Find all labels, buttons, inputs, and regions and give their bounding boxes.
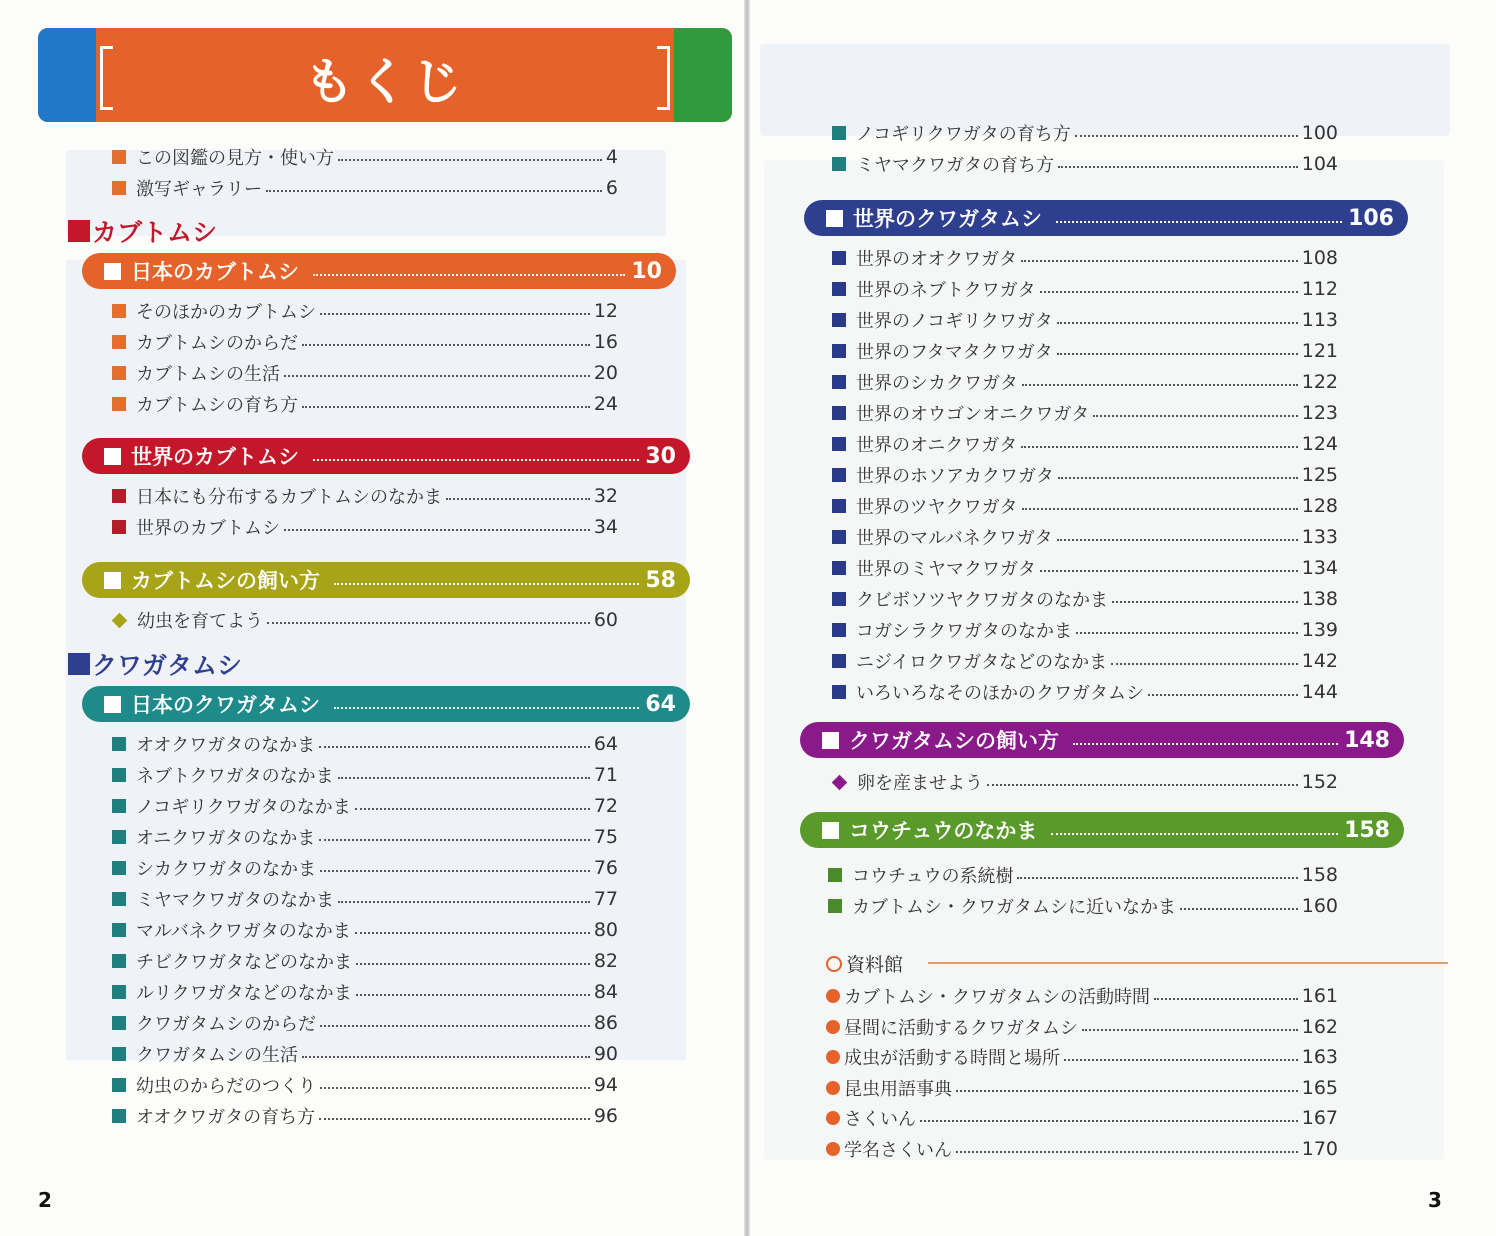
toc-entry[interactable] [832,399,1338,427]
section-label: コウチュウのなかま [849,819,1038,843]
square-bullet-icon [112,397,126,411]
toc-entry-label: 世界のフタマタクワガタ [856,342,1053,363]
dot-leader [1058,166,1298,168]
toc-entry[interactable] [826,1043,1338,1071]
dot-leader [1148,694,1298,696]
toc-entry-label: カブトムシのからだ [136,333,298,354]
toc-entry[interactable] [112,482,618,510]
toc-entry-page: 134 [1301,557,1338,579]
toc-entry-page: 113 [1301,309,1338,331]
dot-leader [1180,908,1298,910]
square-bullet-icon [112,985,126,999]
dot-leader [1021,260,1298,262]
square-bullet-icon [112,366,126,380]
toc-entry-page: 12 [593,300,618,322]
toc-entry-label: 日本にも分布するカブトムシのなかま [136,487,442,508]
section-bar[interactable] [82,253,676,289]
toc-entry-label: 激写ギャラリー [136,179,262,200]
section-page: 158 [1344,817,1390,843]
dot-leader [1075,135,1298,137]
toc-entry-page: 80 [593,919,618,941]
toc-entry[interactable] [112,1040,618,1068]
dot-leader [320,870,590,872]
toc-entry-page: 152 [1301,771,1338,793]
category-heading-label: クワガタムシ [92,651,243,680]
dot-leader [956,1090,1298,1092]
toc-entry[interactable] [112,297,618,325]
square-icon [68,220,90,242]
toc-entry-label: 世界のシカクワガタ [856,373,1018,394]
toc-entry-page: 138 [1301,588,1338,610]
toc-entry-label: クワガタムシの生活 [136,1045,298,1066]
toc-entry-label: 幼虫のからだのつくり [136,1076,316,1097]
diamond-bullet-icon [112,612,128,628]
toc-entry[interactable] [112,1102,618,1130]
dot-leader [1022,508,1298,510]
square-bullet-icon [112,489,126,503]
toc-entry-label: 世界のツヤクワガタ [856,497,1018,518]
square-bullet-icon [112,520,126,534]
toc-entry[interactable] [112,606,618,634]
white-square-icon [822,822,839,839]
dot-leader [334,707,639,709]
toc-entry-page: 96 [593,1105,618,1127]
toc-entry-label: カブトムシの育ち方 [136,395,298,416]
white-square-icon [104,263,121,280]
section-page: 30 [645,443,676,469]
square-bullet-icon [832,313,846,327]
dot-leader [302,406,590,408]
shiryo-heading-label: 資料館 [846,954,904,976]
dot-leader [319,1118,590,1120]
toc-entry-page: 75 [593,826,618,848]
title-banner [38,28,732,122]
dot-leader [334,583,639,585]
toc-entry-page: 32 [593,485,618,507]
toc-entry-page: 160 [1301,895,1338,917]
toc-entry-page: 165 [1301,1076,1338,1099]
dot-leader [1064,1059,1298,1061]
dot-leader [313,459,639,461]
dot-bullet-icon [826,1142,840,1156]
dot-leader [1017,877,1297,879]
toc-entry-label: ミヤマクワガタの育ち方 [856,155,1054,176]
toc-entry[interactable] [112,854,618,882]
toc-entry-page: 100 [1301,122,1338,144]
toc-entry-label: チビクワガタなどのなかま [136,952,352,973]
square-bullet-icon [112,737,126,751]
dot-leader [355,932,590,934]
white-square-icon [104,448,121,465]
square-bullet-icon [832,530,846,544]
section-page: 106 [1348,205,1394,231]
page-title: もくじ [304,53,466,111]
toc-entry-page: 122 [1301,371,1338,393]
dot-leader [1021,446,1297,448]
toc-entry-label: 世界のマルバネクワガタ [856,528,1053,549]
toc-entry[interactable] [112,730,618,758]
toc-entry[interactable] [112,761,618,789]
toc-entry[interactable] [832,275,1338,303]
toc-entry-label: 卵を産ませよう [857,773,983,794]
square-bullet-icon [832,282,846,296]
toc-entry-page: 112 [1301,278,1338,300]
dot-leader [1057,353,1298,355]
page-number-left: 2 [38,1188,52,1212]
toc-entry-page: 86 [593,1012,618,1034]
page-number-right: 3 [1428,1188,1442,1212]
dot-leader [1022,384,1298,386]
toc-entry-page: 24 [593,393,618,415]
toc-entry-label: 世界のホソアカクワガタ [856,466,1054,487]
toc-entry[interactable] [112,916,618,944]
toc-entry[interactable] [826,1104,1338,1132]
square-bullet-icon [112,923,126,937]
toc-entry-page: 84 [593,981,618,1003]
square-bullet-icon [112,335,126,349]
toc-entry-label: ニジイロクワガタなどのなかま [856,652,1108,673]
dot-leader [338,901,590,903]
section-page: 148 [1344,727,1390,753]
dot-leader [320,1025,590,1027]
toc-entry[interactable] [826,982,1338,1010]
toc-entry[interactable] [826,1135,1338,1163]
toc-entry-label: シカクワガタのなかま [136,859,316,880]
toc-entry-page: 158 [1301,864,1338,886]
dot-leader [284,375,590,377]
square-bullet-icon [112,954,126,968]
toc-entry[interactable] [832,585,1338,613]
toc-entry-page: 76 [593,857,618,879]
toc-entry-page: 144 [1301,681,1338,703]
book-gutter [744,0,750,1236]
square-bullet-icon [832,406,846,420]
dot-leader [338,777,590,779]
toc-entry-page: 20 [593,362,618,384]
dot-leader [1112,601,1298,603]
toc-entry[interactable] [112,143,618,171]
toc-entry-label: 昼間に活動するクワガタムシ [844,1017,1078,1039]
toc-entry-page: 108 [1301,247,1338,269]
dot-leader [356,963,590,965]
dot-leader [355,808,590,810]
square-bullet-icon [832,499,846,513]
section-bar[interactable] [804,200,1408,236]
dot-leader [319,839,590,841]
toc-entry[interactable] [112,328,618,356]
toc-entry[interactable] [832,492,1338,520]
toc-entry-page: 133 [1301,526,1338,548]
dot-leader [1111,663,1298,665]
toc-entry-label: この図鑑の見方・使い方 [136,148,334,169]
dot-leader [313,274,625,276]
square-bullet-icon [832,126,846,140]
toc-entry-label: そのほかのカブトムシ [136,302,316,323]
toc-entry-page: 82 [593,950,618,972]
toc-entry-label: コガシラクワガタのなかま [856,621,1072,642]
section-bar[interactable] [800,812,1404,848]
toc-entry-page: 77 [593,888,618,910]
toc-entry-label: ネブトクワガタのなかま [136,766,334,787]
square-bullet-icon [828,868,842,882]
white-square-icon [104,696,121,713]
square-bullet-icon [112,830,126,844]
dot-leader [1056,221,1342,223]
toc-entry[interactable] [112,174,618,202]
section-bar[interactable] [82,562,690,598]
square-bullet-icon [112,1109,126,1123]
dot-leader [1040,570,1298,572]
dot-leader [1040,291,1298,293]
toc-entry[interactable] [832,768,1338,796]
dot-leader [267,622,590,624]
toc-entry-page: 64 [593,733,618,755]
section-label: クワガタムシの飼い方 [849,729,1059,753]
square-bullet-icon [832,375,846,389]
toc-entry-label: 成虫が活動する時間と場所 [844,1048,1060,1070]
toc-entry[interactable] [832,244,1338,272]
toc-entry-page: 161 [1301,985,1338,1007]
square-bullet-icon [832,344,846,358]
white-square-icon [822,732,839,749]
toc-entry-page: 104 [1301,153,1338,175]
category-heading-label: カブトムシ [92,218,218,247]
square-bullet-icon [832,654,846,668]
dot-leader [920,1120,1298,1122]
section-label: 日本のカブトムシ [131,260,299,284]
square-bullet-icon [112,768,126,782]
section-bar[interactable] [82,686,690,722]
square-bullet-icon [832,468,846,482]
shiryo-heading [826,950,903,977]
toc-entry[interactable] [112,513,618,541]
dot-leader [987,784,1298,786]
toc-entry-page: 125 [1301,464,1338,486]
toc-entry-page: 162 [1301,1015,1338,1038]
toc-entry-page: 128 [1301,495,1338,517]
dot-leader [284,529,590,531]
toc-entry-page: 142 [1301,650,1338,672]
dot-leader [302,1056,590,1058]
toc-entry[interactable] [828,892,1338,920]
toc-entry[interactable] [832,119,1338,147]
section-page: 64 [645,691,676,717]
dot-bullet-icon [826,1050,840,1064]
section-bar[interactable] [800,722,1404,758]
toc-entry[interactable] [832,306,1338,334]
toc-entry-label: 世界のオオクワガタ [856,249,1018,270]
section-page: 10 [631,258,662,284]
toc-entry-page: 34 [593,516,618,538]
toc-entry[interactable] [112,885,618,913]
toc-entry[interactable] [826,1074,1338,1102]
toc-entry-label: 世界のオウゴンオニクワガタ [856,404,1090,425]
toc-entry-page: 167 [1301,1107,1338,1130]
dot-leader [266,190,602,192]
shiryo-divider [928,962,1448,964]
toc-entry-label: マルバネクワガタのなかま [136,921,351,942]
square-bullet-icon [112,892,126,906]
toc-entry-label: カブトムシの生活 [136,364,280,385]
toc-entry-label: クビボソツヤクワガタのなかま [856,590,1108,611]
toc-entry[interactable] [112,823,618,851]
square-bullet-icon [832,157,846,171]
square-bullet-icon [832,437,846,451]
dot-leader [1057,539,1298,541]
square-icon [68,653,90,675]
toc-entry-label: コウチュウの系統樹 [852,866,1014,887]
toc-entry[interactable] [832,337,1338,365]
toc-entry[interactable] [832,430,1338,458]
dot-leader [1058,477,1298,479]
toc-entry-page: 71 [593,764,618,786]
section-label: カブトムシの飼い方 [131,569,320,593]
toc-entry[interactable] [112,359,618,387]
toc-entry-label: いろいろなそのほかのクワガタムシ [856,683,1144,704]
square-bullet-icon [112,799,126,813]
square-bullet-icon [832,251,846,265]
toc-entry[interactable] [828,861,1338,889]
toc-entry[interactable] [832,150,1338,178]
dot-bullet-icon [826,1111,840,1125]
toc-entry-label: 学名さくいん [844,1140,952,1161]
category-heading [68,213,217,249]
toc-entry-label: 世界のノコギリクワガタ [856,311,1053,332]
dot-leader [1082,1029,1298,1031]
toc-entry-label: ミヤマクワガタのなかま [136,890,334,911]
dot-leader [320,1087,590,1089]
toc-entry-page: 6 [605,177,618,199]
toc-entry-page: 170 [1301,1138,1338,1160]
toc-entry-page: 121 [1301,340,1338,362]
dot-leader [302,344,590,346]
dot-leader [1154,998,1298,1000]
dot-bullet-icon [826,989,840,1003]
toc-entry[interactable] [832,616,1338,644]
square-bullet-icon [112,304,126,318]
white-square-icon [104,572,121,589]
toc-entry[interactable] [832,678,1338,706]
square-bullet-icon [112,150,126,164]
category-heading [68,646,242,682]
toc-entry-label: 昆虫用語事典 [844,1078,952,1100]
toc-entry-label: 世界のカブトムシ [136,518,280,539]
toc-entry-label: 世界のネブトクワガタ [856,280,1036,301]
toc-entry-label: カブトムシ・クワガタムシに近いなかま [852,897,1176,918]
toc-entry-label: オニクワガタのなかま [136,828,316,849]
square-bullet-icon [112,181,126,195]
white-square-icon [826,210,843,227]
toc-entry-label: オオクワガタのなかま [136,735,316,756]
toc-entry-page: 94 [593,1074,618,1096]
section-label: 日本のクワガタムシ [131,693,320,717]
square-bullet-icon [112,1078,126,1092]
toc-entry-label: ノコギリクワガタの育ち方 [856,124,1071,145]
diamond-bullet-icon [832,774,848,790]
square-bullet-icon [828,899,842,913]
toc-entry[interactable] [832,647,1338,675]
section-bar[interactable] [82,438,690,474]
toc-entry[interactable] [112,1009,618,1037]
toc-entry[interactable] [112,978,618,1006]
toc-entry-page: 4 [605,146,618,168]
toc-entry-page: 72 [593,795,618,817]
toc-entry-page: 60 [593,609,618,631]
toc-entry-page: 123 [1301,402,1338,424]
toc-entry-page: 90 [593,1043,618,1065]
square-bullet-icon [112,861,126,875]
square-bullet-icon [832,592,846,606]
toc-entry-page: 139 [1301,619,1338,641]
toc-entry-label: カブトムシ・クワガタムシの活動時間 [844,987,1150,1008]
toc-entry-page: 16 [593,331,618,353]
toc-entry[interactable] [112,792,618,820]
toc-entry[interactable] [112,947,618,975]
toc-entry[interactable] [832,368,1338,396]
dot-leader [1051,833,1338,835]
toc-entry-label: ルリクワガタなどのなかま [136,983,352,1004]
toc-entry[interactable] [826,1013,1338,1041]
dot-leader [956,1151,1298,1153]
square-bullet-icon [832,685,846,699]
toc-entry[interactable] [832,554,1338,582]
dot-leader [356,994,590,996]
dot-leader [320,313,590,315]
dot-leader [319,746,590,748]
toc-entry-label: クワガタムシのからだ [136,1014,316,1035]
square-bullet-icon [832,623,846,637]
square-bullet-icon [112,1047,126,1061]
toc-entry-label: 世界のミヤマクワガタ [856,559,1036,580]
section-page: 58 [645,567,676,593]
square-bullet-icon [112,1016,126,1030]
toc-entry-page: 163 [1301,1046,1338,1069]
toc-entry-page: 124 [1301,433,1338,455]
dot-bullet-icon [826,1081,840,1095]
toc-entry[interactable] [112,390,618,418]
dot-leader [1073,743,1338,745]
toc-entry-label: オオクワガタの育ち方 [136,1107,316,1128]
ring-icon [826,956,842,972]
toc-entry-label: 世界のオニクワガタ [856,435,1018,456]
toc-entry[interactable] [112,1071,618,1099]
toc-entry-label: さくいん [844,1109,916,1131]
toc-entry[interactable] [832,523,1338,551]
dot-leader [338,159,602,161]
toc-entry-label: ノコギリクワガタのなかま [136,797,351,818]
section-label: 世界のクワガタムシ [853,207,1042,231]
dot-leader [1093,415,1297,417]
dot-leader [446,498,590,500]
square-bullet-icon [832,561,846,575]
dot-leader [1076,632,1298,634]
toc-entry[interactable] [832,461,1338,489]
dot-bullet-icon [826,1020,840,1034]
dot-leader [1057,322,1298,324]
toc-entry-label: 幼虫を育てよう [137,611,263,632]
section-label: 世界のカブトムシ [131,445,299,469]
